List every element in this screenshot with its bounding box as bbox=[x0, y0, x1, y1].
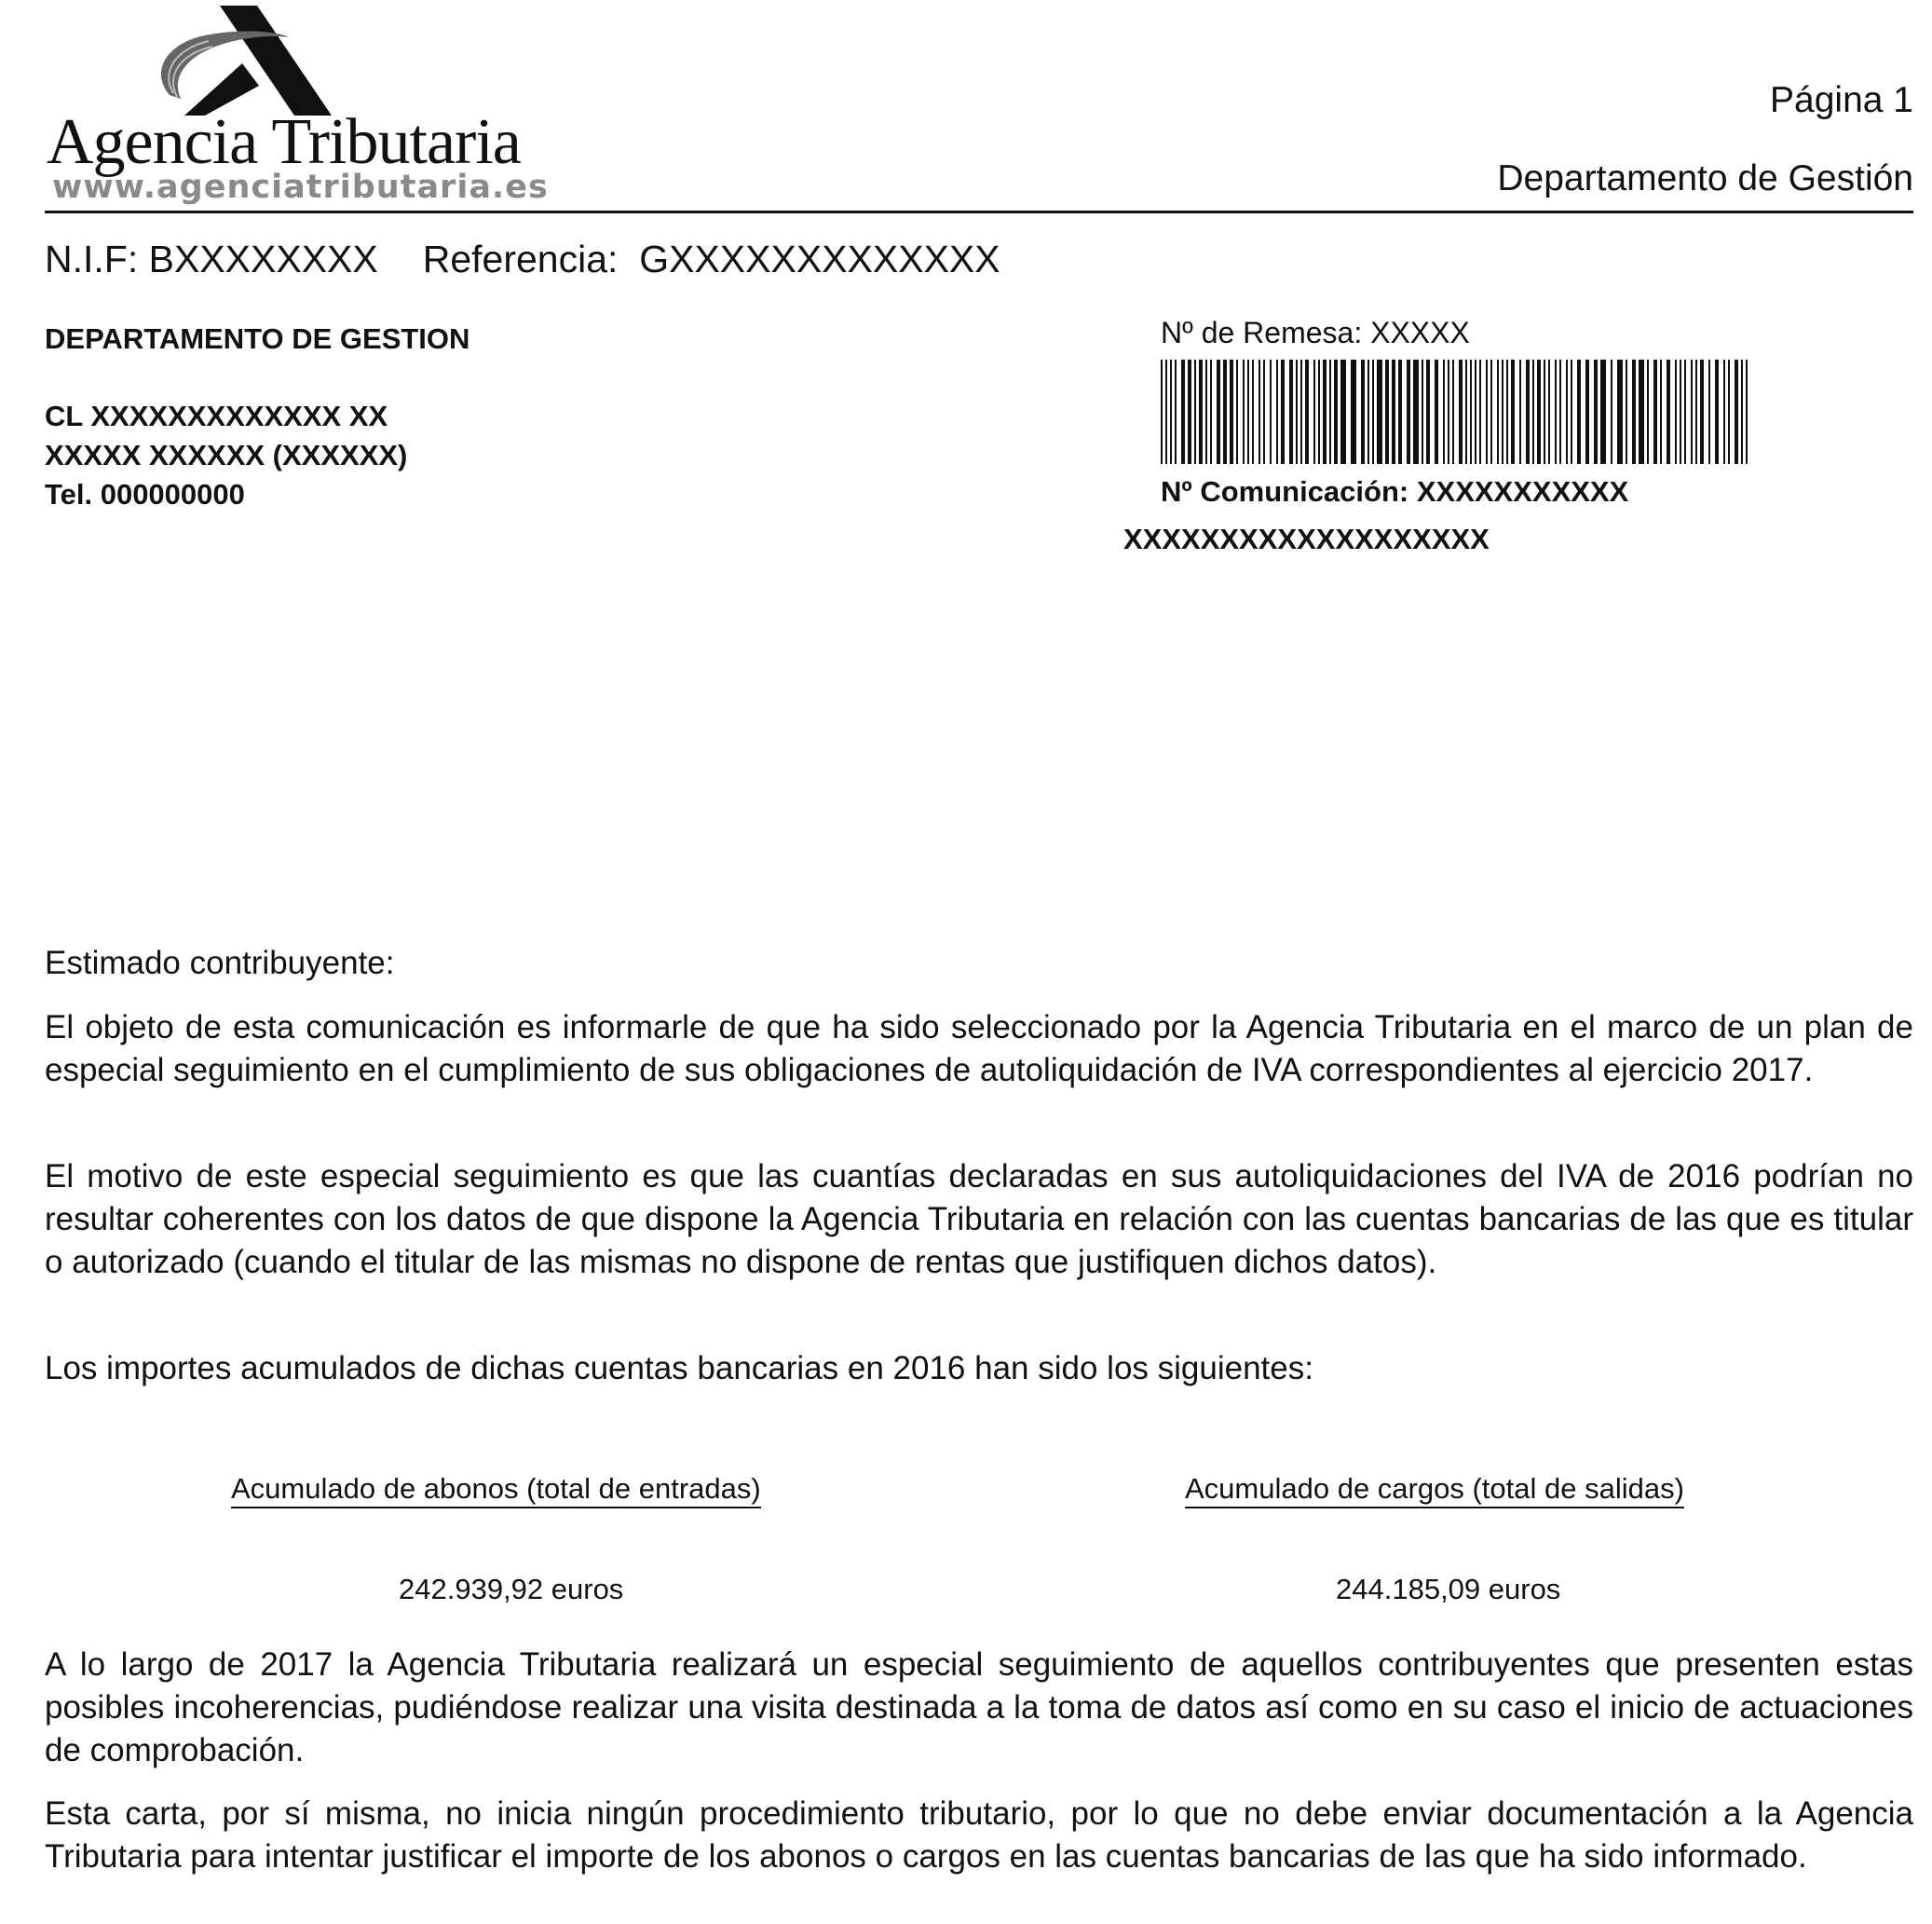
barcode-icon bbox=[1161, 360, 1751, 464]
reference-label: Referencia: bbox=[422, 238, 619, 280]
paragraph-reason: El motivo de este especial seguimiento es que las cuantías declaradas en sus autoliquidaciones del IVA de 2016 podrían no resultar coherentes con los datos de que dispone la Agencia Tributaria en relación con las cuentas bancarias de las que es titular o autorizado (cuando el titular de las mismas no dispone de rentas que justifiquen dichos datos). bbox=[45, 1158, 1913, 1280]
salutation: Estimado contribuyente: bbox=[45, 945, 395, 981]
nif-value: BXXXXXXXX bbox=[148, 238, 378, 280]
comunicacion-number: Nº Comunicación: XXXXXXXXXXX bbox=[1161, 475, 1629, 508]
sender-city: XXXXX XXXXXX (XXXXXX) bbox=[45, 439, 408, 471]
paragraph-no-procedure: Esta carta, por sí misma, no inicia ningún procedimiento tributario, por lo que no debe enviar documentación a la Agencia Tributaria para intentar justificar el importe de los abonos o cargos en las cuentas bancarias de las que ha sido informado. bbox=[45, 1795, 1913, 1875]
comunicacion-code: XXXXXXXXXXXXXXXXXXX bbox=[1123, 523, 1490, 555]
sender-street: CL XXXXXXXXXXXXX XX bbox=[45, 400, 388, 432]
sender-department: DEPARTAMENTO DE GESTION bbox=[45, 322, 470, 355]
logo-url: www.agenciatributaria.es bbox=[52, 169, 549, 206]
paragraph-amounts-intro: Los importes acumulados de dichas cuentas bancarias en 2016 han sido los siguientes: bbox=[45, 1350, 1313, 1386]
debits-label: Acumulado de cargos (total de salidas) bbox=[1185, 1474, 1684, 1508]
department-header: Departamento de Gestión bbox=[1497, 158, 1913, 198]
debits-value: 244.185,09 euros bbox=[1336, 1573, 1561, 1605]
logo-title: Agencia Tributaria bbox=[47, 106, 521, 178]
identification-line bbox=[45, 240, 1000, 279]
agencia-tributaria-logo-icon bbox=[149, 6, 345, 116]
paragraph-selection: El objeto de esta comunicación es informarle de que ha sido seleccionado por la Agencia Tributaria en el marco de un plan de especial seguimiento en el cumplimiento de sus obligaciones de autoliquidación de IVA correspondientes al ejercicio 2017. bbox=[45, 1009, 1913, 1088]
sender-phone: Tel. 000000000 bbox=[45, 478, 245, 511]
credits-value: 242.939,92 euros bbox=[399, 1573, 624, 1605]
credits-label: Acumulado de abonos (total de entradas) bbox=[231, 1474, 761, 1508]
page-number: Página 1 bbox=[1770, 80, 1913, 120]
nif-label: N.I.F: bbox=[45, 238, 139, 280]
reference-value: GXXXXXXXXXXXXX bbox=[639, 238, 1000, 280]
paragraph-follow-up: A lo largo de 2017 la Agencia Tributaria realizará un especial seguimiento de aquellos contribuyentes que presenten estas posibles incoherencias, pudiéndose realizar una visita destinada a la toma de datos así como en su caso el inicio de actuaciones de comprobación. bbox=[45, 1646, 1913, 1768]
remesa-number: Nº de Remesa: XXXXX bbox=[1161, 316, 1470, 349]
header-divider bbox=[45, 211, 1913, 213]
